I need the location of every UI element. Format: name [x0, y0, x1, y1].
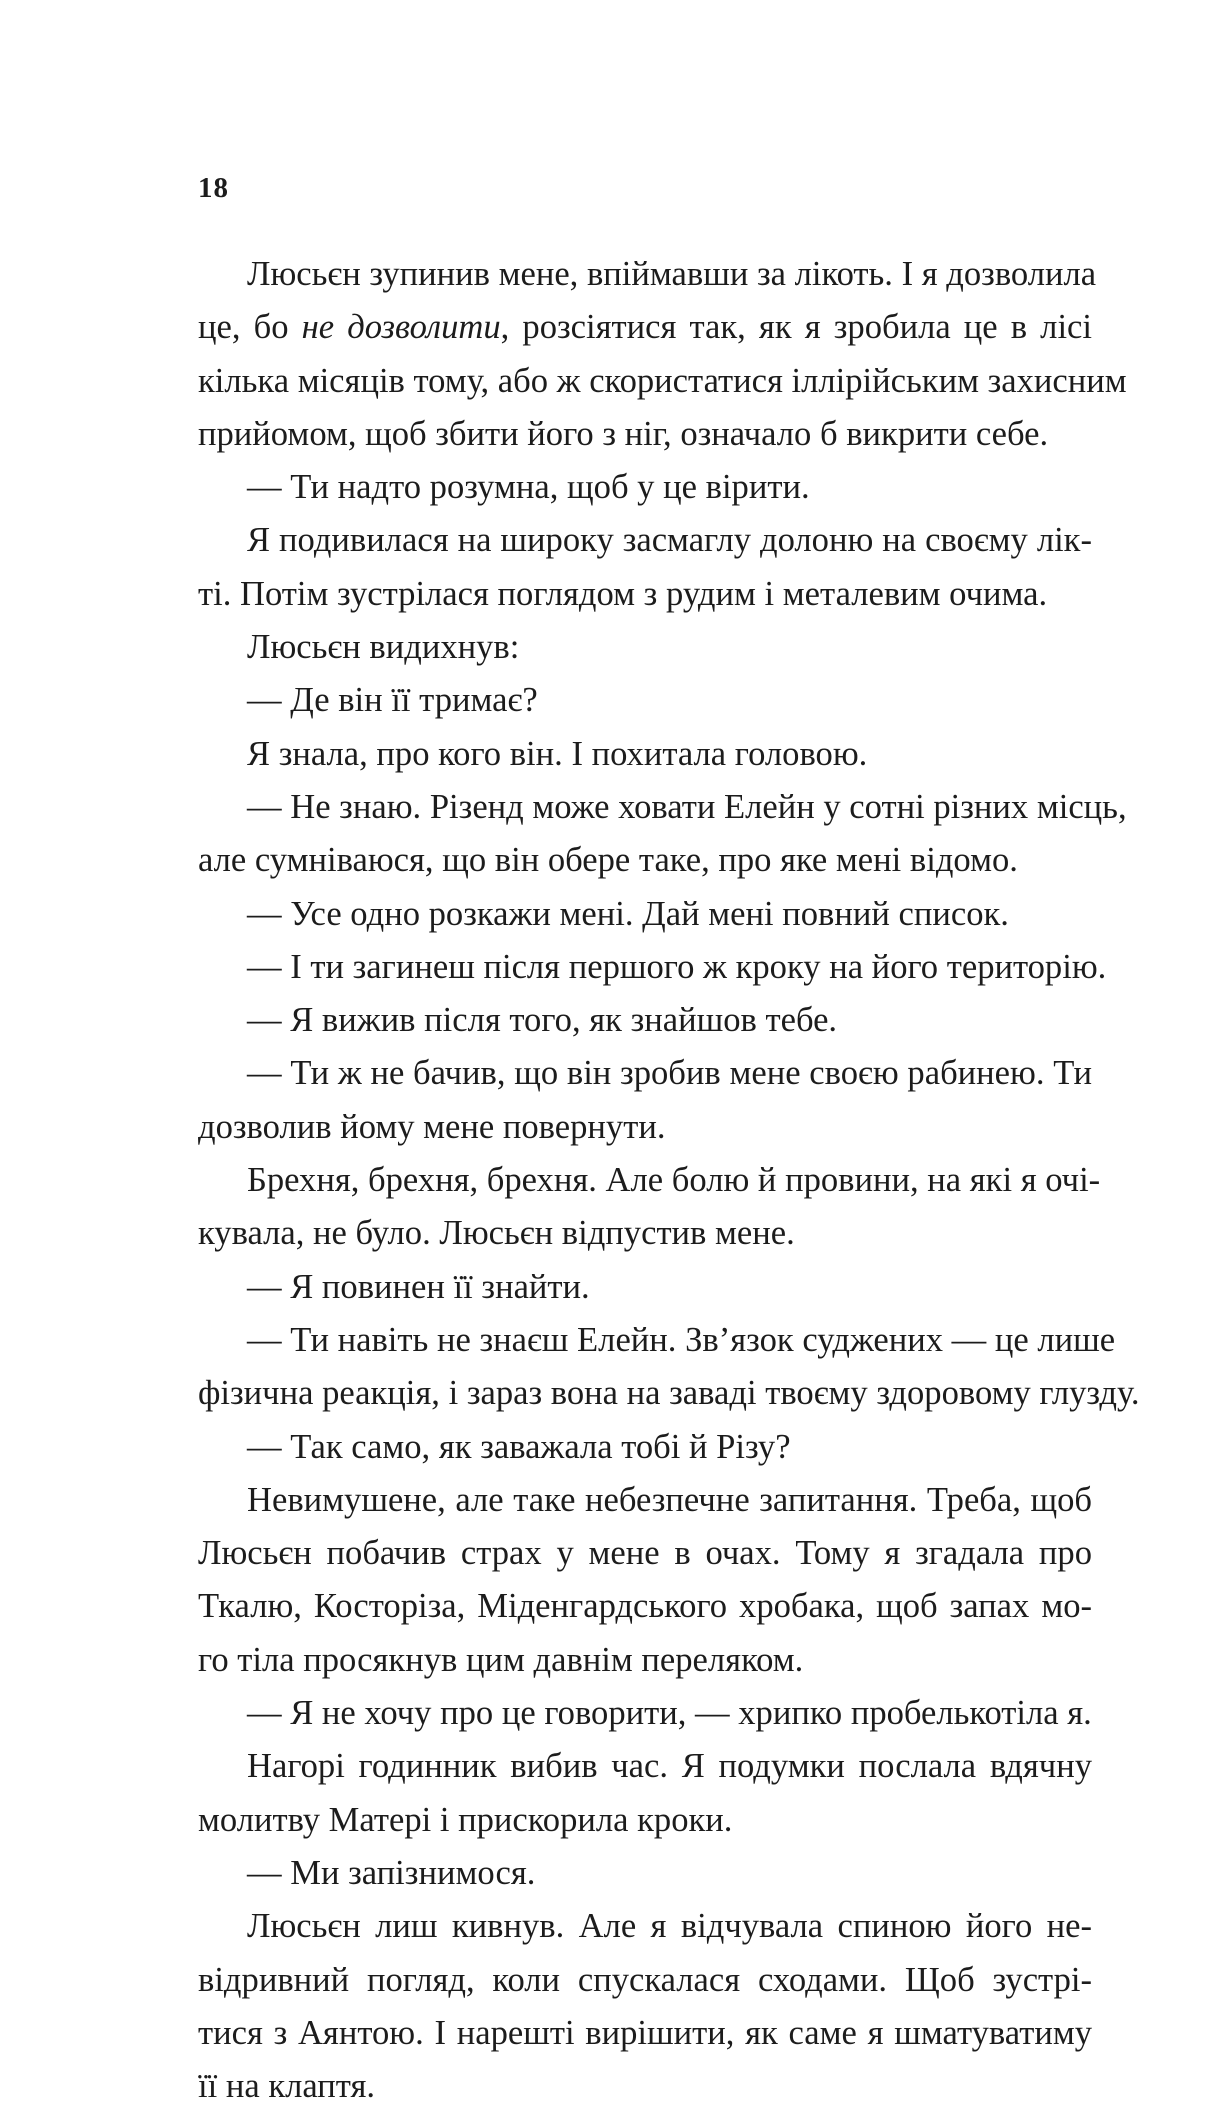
- text-line: — Так само, як заважала тобі й Різу?: [247, 1427, 791, 1466]
- text-line: — Ми запізнимося.: [247, 1853, 536, 1892]
- emphasis: не дозволити: [301, 308, 501, 347]
- text-line: її на клаптя.: [198, 2067, 376, 2106]
- text-line: Нагорі годинник вибив час. Я подумки послала вдячну: [247, 1747, 1092, 1786]
- text-line: — Я не хочу про це говорити, — хрипко пробелькотіла я.: [247, 1694, 1092, 1733]
- text-line: го тіла просякнув цим давнім переляком.: [198, 1640, 804, 1679]
- text-line: Я знала, про кого він. І похитала головою.: [247, 734, 868, 773]
- text-line: — Усе одно розкажи мені. Дай мені повний список.: [247, 894, 1009, 933]
- text-line: Невимушене, але таке небезпечне запитання. Треба, щоб: [247, 1480, 1092, 1519]
- text-line: — І ти загинеш після першого ж кроку на його територію.: [247, 947, 1107, 986]
- text-line: — Не знаю. Різенд може ховати Елейн у сотні різних місць,: [247, 787, 1127, 826]
- text-line: дозволив йому мене повернути.: [198, 1107, 666, 1146]
- text-line: — Де він її тримає?: [247, 681, 538, 720]
- text-line: кувала, не було. Люсьєн відпустив мене.: [198, 1214, 795, 1253]
- text-line: — Ти ж не бачив, що він зробив мене своєю рабинею. Ти: [247, 1054, 1092, 1093]
- text-line: — Ти надто розумна, щоб у це вірити.: [247, 468, 810, 507]
- text-line: Ткалю, Косторіза, Міденгардського хробака, щоб запах мо-: [198, 1587, 1092, 1626]
- text-line: кілька місяців тому, або ж скористатися іллірійським захисним: [198, 361, 1127, 400]
- body-text: [198, 248, 1140, 2113]
- text-line: але сумніваюся, що він обере таке, про яке мені відомо.: [198, 841, 1018, 880]
- text-line: молитву Матері і прискорила кроки.: [198, 1800, 733, 1839]
- page-number: 18: [198, 172, 229, 204]
- text-line: Я подивилася на широку засмаглу долоню на своєму лік-: [247, 521, 1092, 560]
- text-line: Брехня, брехня, брехня. Але болю й провини, на які я очі-: [247, 1161, 1101, 1200]
- text-line: Люсьєн зупинив мене, впіймавши за лікоть. І я дозволила: [247, 255, 1097, 293]
- text-line: це, бо не дозволити, розсіятися так, як я зробила це в лісі: [198, 308, 1093, 347]
- text-line: — Я повинен її знайти.: [247, 1267, 590, 1306]
- text-line: Люсьєн побачив страх у мене в очах. Тому я згадала про: [198, 1534, 1092, 1573]
- text-line: тися з Аянтою. І нарешті вирішити, як саме я шматуватиму: [198, 2013, 1092, 2052]
- text-line: ті. Потім зустрілася поглядом з рудим і металевим очима.: [198, 574, 1048, 613]
- text-line: прийомом, щоб збити його з ніг, означало б викрити себе.: [198, 414, 1049, 453]
- text-line: — Я вижив після того, як знайшов тебе.: [247, 1001, 838, 1040]
- text-line: фізична реакція, і зараз вона на заваді твоєму здоровому глузду.: [198, 1374, 1140, 1413]
- text-line: Люсьєн лиш кивнув. Але я відчувала спиною його не-: [247, 1907, 1092, 1946]
- text-line: відривний погляд, коли спускалася сходами. Щоб зустрі-: [198, 1960, 1092, 1999]
- text-line: — Ти навіть не знаєш Елейн. Зв’язок суджених — це лише: [247, 1320, 1116, 1359]
- text-line: Люсьєн видихнув:: [247, 628, 520, 667]
